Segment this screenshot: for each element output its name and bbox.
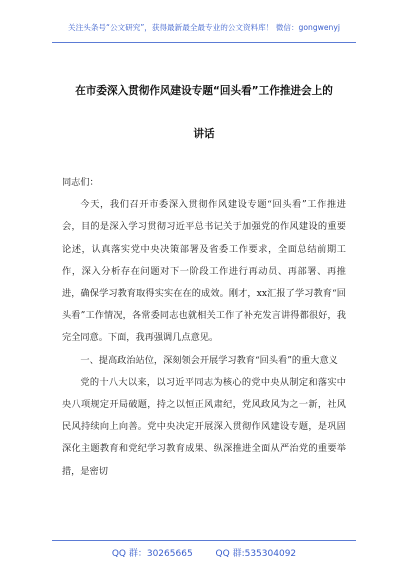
header-divider xyxy=(52,42,356,43)
qq-group-1: QQ 群：30265665 xyxy=(111,549,193,559)
footer-divider xyxy=(52,540,356,541)
paragraph: 今天，我们召开市委深入贯彻作风建设专题“回头看”工作推进会，目的是深入学习贯彻习近平总书记关于加强党的作风建设的重要论述，认真落实党中央决策部署及省委工作要求，全面总结前期工作，深入分析存在问题对下一阶段工作进行再动员、再部署、再推进，确保学习教育取得实实在在的成效。刚才，xx汇报了学习教育“回头看”工作情况，各常委同志也就相关工作了补充发言讲得都很好，我完全同意。下面，我再强调几点意见。 xyxy=(62,199,346,344)
document-body xyxy=(62,172,346,483)
document-title: 在市委深入贯彻作风建设专题“回头看”工作推进会上的 xyxy=(75,85,333,97)
page-header-banner: 关注头条号“公文研究”，获得最新最全最专业的公文资料库！ 微信：gongwenyj xyxy=(68,23,340,32)
page-footer xyxy=(0,546,408,559)
paragraph: 党的十八大以来，以习近平同志为核心的党中央从制定和落实中央八项规定开局破题，持之以恒正风肃纪，党风政风为之一新，社风民风持续向上向善。党中央决定开展深入贯彻作风建设专题，是巩固深化主题教育和党纪学习教育成果、纵深推进全面从严治党的重要举措，是密切 xyxy=(62,376,346,477)
document-title-continued: 讲话 xyxy=(193,128,215,140)
greeting: 同志们： xyxy=(62,177,99,188)
section-heading: 一、提高政治站位，深刻领会开展学习教育“回头看”的重大意义 xyxy=(80,354,338,366)
qq-group-2: QQ 群:535304092 xyxy=(215,549,297,559)
